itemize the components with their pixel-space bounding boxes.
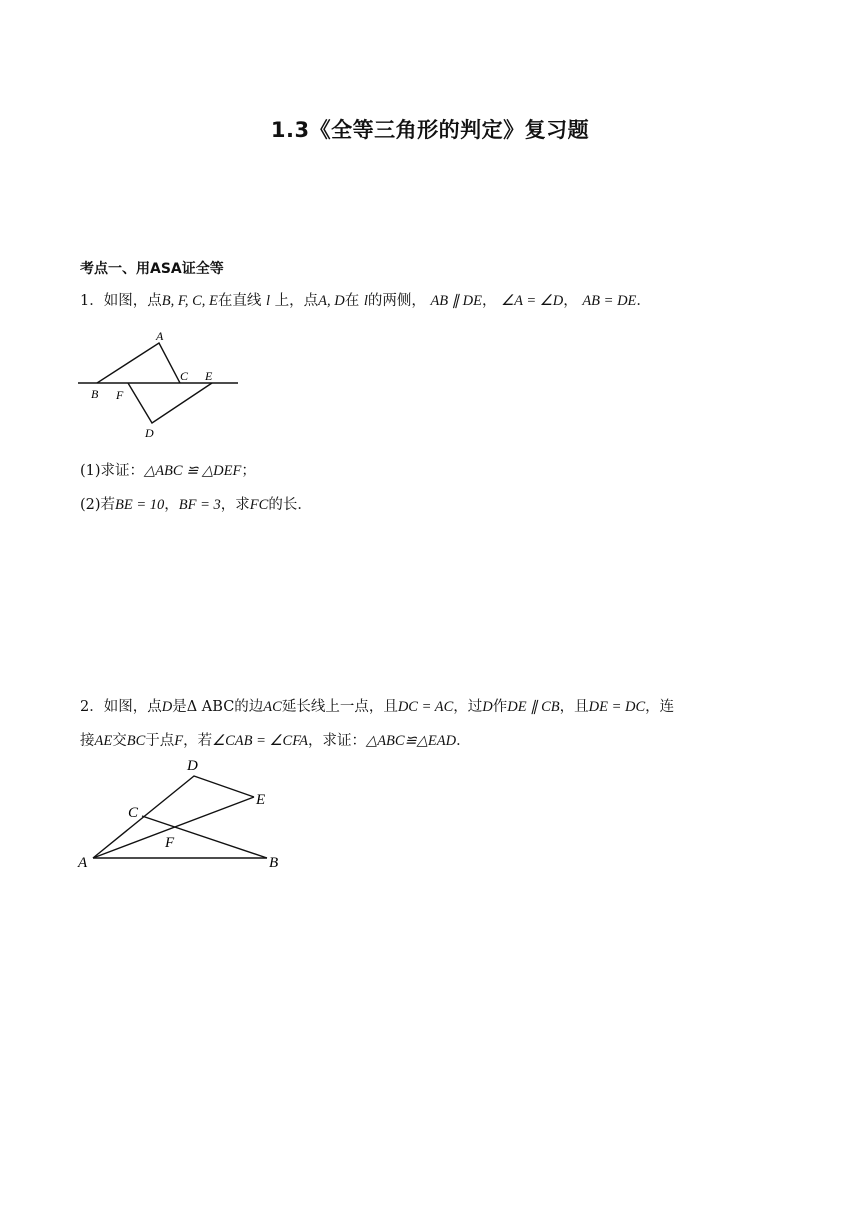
label-B: B: [269, 855, 279, 871]
segment-cb: [142, 816, 267, 858]
label-F: F: [165, 835, 175, 851]
label-D: D: [187, 758, 198, 774]
label-D: D: [145, 426, 154, 440]
label-B: B: [91, 387, 99, 401]
q1-part-2: (2)若BE = 10，BF = 3，求FC的长．: [80, 497, 312, 513]
q2-statement-line-1: 2．如图，点D是Δ ABC的边AC延长线上一点，且DC = AC，过D作DE ∥ CB，且DE = DC，连: [80, 699, 675, 715]
q2-statement-line-2: 接AE交BC于点F，若∠CAB = ∠CFA，求证：△ABC≌△EAD．: [80, 733, 471, 749]
q2-figure: [74, 755, 289, 875]
section-heading: 考点一、用ASA证全等: [80, 261, 224, 277]
label-A: A: [78, 855, 88, 871]
page-title: 1.3《全等三角形的判定》复习题: [270, 118, 590, 142]
q1-condition-3: AB = DE: [582, 293, 637, 309]
triangle-def: [128, 383, 212, 423]
q1-figure: [76, 328, 246, 443]
q1-part-1: (1)求证：△ABC ≌ △DEF；: [80, 463, 256, 479]
label-E: E: [205, 369, 213, 383]
q1-condition-1: AB ∥ DE: [430, 293, 482, 309]
q1-condition-2: ∠A = ∠D: [501, 293, 564, 309]
triangle-abc: [97, 343, 180, 383]
label-E: E: [256, 792, 266, 808]
label-C: C: [128, 805, 139, 821]
label-C: C: [180, 369, 189, 383]
q1-statement: 1．如图，点B, F, C, E在直线 l 上，点A, D在 l的两侧， AB ∥ DE， ∠A = ∠D， AB = DE．: [80, 293, 651, 309]
label-F: F: [116, 388, 124, 402]
label-A: A: [156, 329, 164, 343]
